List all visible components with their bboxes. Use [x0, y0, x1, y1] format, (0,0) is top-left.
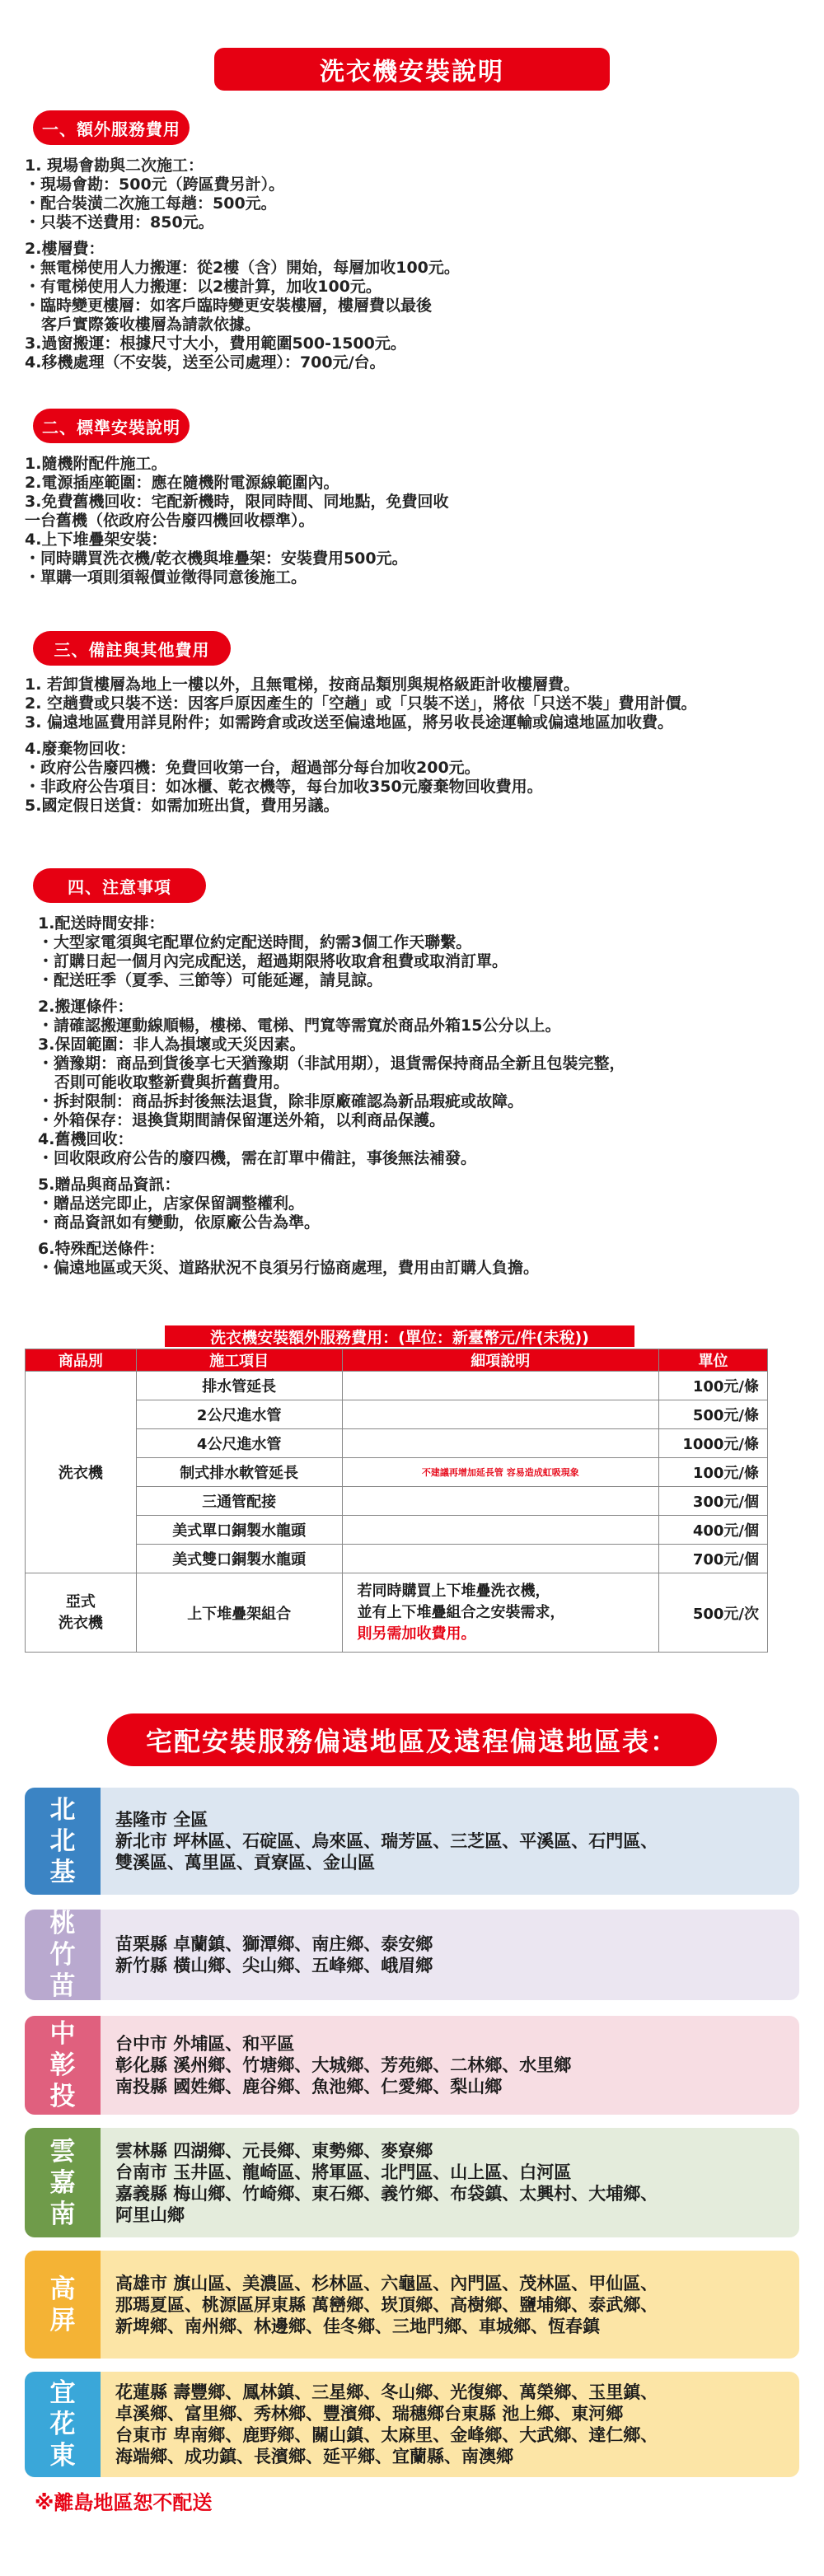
region-tag — [25, 2372, 101, 2477]
row-price: 500元/次 — [659, 1573, 768, 1653]
region-tag-char: 花 — [49, 2410, 76, 2439]
section-line: 2.搬運條件： — [38, 998, 133, 1016]
row-note — [342, 1372, 659, 1400]
section-heading-extra-fees: 一、額外服務費用 — [33, 110, 190, 145]
row-item: 4公尺進水管 — [136, 1429, 342, 1458]
region-line: 台南市 玉井區、龍崎區、將軍區、北門區、山上區、白河區 — [115, 2162, 572, 2182]
section-heading-standard-install: 二、標準安裝說明 — [33, 409, 190, 443]
section-line: ・無電梯使用人力搬運：從2樓（含）開始，每層加收100元。 — [25, 259, 460, 277]
category-asian-washer — [26, 1573, 137, 1653]
region-list — [101, 2016, 799, 2115]
row-price: 300元/個 — [659, 1487, 768, 1516]
row-price: 500元/條 — [659, 1400, 768, 1429]
region-line: 海端鄉、成功鎮、長濱鄉、延平鄉、宜蘭縣、南澳鄉 — [115, 2447, 513, 2466]
section-line: ・請確認搬運動線順暢，樓梯、電梯、門寬等需寬於商品外箱15公分以上。 — [38, 1017, 561, 1035]
section-heading-notes-fees: 三、備註與其他費用 — [33, 631, 231, 666]
header-unit: 單位 — [659, 1349, 768, 1372]
region-line: 高雄市 旗山區、美濃區、杉林區、六龜區、內門區、茂林區、甲仙區、 — [115, 2273, 658, 2293]
region-line: 新埤鄉、南州鄉、林邊鄉、佳冬鄉、三地門鄉、車城鄉、恆春鎮 — [115, 2316, 600, 2336]
section-precautions — [38, 914, 824, 1278]
region-tag-char: 中 — [49, 2019, 76, 2049]
section-line: ・訂購日起一個月內完成配送，超過期限將收取倉租費或取消訂單。 — [38, 952, 508, 970]
section-line: 4.上下堆疊架安裝： — [25, 531, 167, 549]
section-line: ・現場會勘：500元（跨區費另計）。 — [25, 175, 285, 194]
section-line: ・有電梯使用人力搬運：以2樓計算，加收100元。 — [25, 278, 382, 296]
region-tag — [25, 1788, 101, 1895]
region-tag-char: 北 — [49, 1826, 76, 1856]
section-line: 4.移機處理（不安裝，送至公司處理）：700元/台。 — [25, 353, 386, 372]
region-line: 卓溪鄉、富里鄉、秀林鄉、豐濱鄉、瑞穗鄉台東縣 池上鄉、東河鄉 — [115, 2404, 624, 2424]
section-line: 2. 空趟費或只裝不送：因客戶原因產生的「空趟」或「只裝不送」，將依「只送不裝」費用計價。 — [25, 694, 697, 713]
region-tag — [25, 2016, 101, 2115]
region-tag-char: 高 — [49, 2274, 76, 2304]
section-line: ・拆封限制：商品拆封後無法退貨，除非原廠確認為新品瑕疵或故障。 — [38, 1092, 524, 1110]
row-item: 美式雙口銅製水龍頭 — [136, 1545, 342, 1573]
section-line: 2.電源插座範圍：應在隨機附電源線範圍內。 — [25, 474, 339, 492]
footnote-no-islands: ※離島地區恕不配送 — [35, 2491, 213, 2514]
section-line: 1.隨機附配件施工。 — [25, 455, 167, 473]
row-item: 美式單口銅製水龍頭 — [136, 1516, 342, 1545]
section-line: ・商品資訊如有變動，依原廠公告為準。 — [38, 1213, 321, 1232]
section-line: ・外箱保存：退換貨期間請保留運送外箱，以利商品保護。 — [38, 1111, 446, 1129]
region-tag-char: 竹 — [49, 1940, 76, 1970]
section-line: 3.保固範圍：非人為損壞或天災因素。 — [38, 1036, 306, 1054]
region-line: 基隆市 全區 — [115, 1810, 208, 1830]
spacer — [38, 1232, 824, 1240]
region-tag-char: 嘉 — [49, 2167, 76, 2198]
section-line: ・贈品送完即止，店家保留調整權利。 — [38, 1194, 305, 1213]
region-tag-char: 屏 — [49, 2305, 76, 2335]
note-line: 則另需加收費用。 — [357, 1625, 476, 1643]
section-line: ・只裝不送費用：850元。 — [25, 213, 214, 231]
region-gao-ping — [25, 2251, 799, 2359]
page-title: 洗衣機安裝說明 — [214, 48, 610, 91]
section-line: 1. 現場會勘與二次施工： — [25, 157, 204, 175]
section-standard-install — [25, 455, 816, 587]
table-row — [26, 1487, 768, 1516]
row-note: 不建議再增加延長管 容易造成虹吸現象 — [342, 1458, 659, 1487]
region-yi-hua-dong — [25, 2372, 799, 2477]
row-note — [342, 1400, 659, 1429]
section-line: ・臨時變更樓層：如客戶臨時變更安裝樓層，樓層費以最後 — [25, 297, 433, 315]
region-yun-jia-nan — [25, 2128, 799, 2237]
table-row — [26, 1429, 768, 1458]
section-line: 5.贈品與商品資訊： — [38, 1176, 180, 1194]
section-line: ・回收限政府公告的廢四機，需在訂單中備註，事後無法補發。 — [38, 1149, 477, 1167]
region-line: 那瑪夏區、桃源區屏東縣 萬巒鄉、崁頂鄉、高樹鄉、鹽埔鄉、泰武鄉、 — [115, 2294, 658, 2315]
row-item: 2公尺進水管 — [136, 1400, 342, 1429]
row-note — [342, 1545, 659, 1573]
section-line: ・政府公告廢四機：免費回收第一台，超過部分每台加收200元。 — [25, 759, 480, 777]
row-item: 三通管配接 — [136, 1487, 342, 1516]
section-line: ・非政府公告項目：如冰櫃、乾衣機等，每台加收350元廢棄物回收費用。 — [25, 778, 543, 796]
table-row — [26, 1458, 768, 1487]
section-line: 5.國定假日送貨：如需加班出貨，費用另議。 — [25, 797, 339, 815]
table-row — [26, 1400, 768, 1429]
region-tag-char: 宜 — [49, 2378, 76, 2408]
region-bei-bei-ji — [25, 1788, 799, 1895]
region-tag — [25, 1910, 101, 2000]
region-tag-char: 南 — [49, 2199, 76, 2229]
category-line: 亞式 — [65, 1592, 96, 1611]
region-tag-char: 投 — [49, 2082, 76, 2111]
region-line: 雲林縣 四湖鄉、元長鄉、東勢鄉、麥寮鄉 — [115, 2140, 433, 2161]
row-price: 1000元/條 — [659, 1429, 768, 1458]
region-line: 台中市 外埔區、和平區 — [115, 2034, 295, 2054]
section-line: 2.樓層費： — [25, 240, 105, 258]
region-tag-char: 基 — [49, 1858, 76, 1887]
section-line: 客戶實際簽收樓層為請款依據。 — [25, 316, 260, 334]
region-line: 南投縣 國姓鄉、鹿谷鄉、魚池鄉、仁愛鄉、梨山鄉 — [115, 2077, 503, 2097]
spacer — [38, 1168, 824, 1176]
table-row — [26, 1516, 768, 1545]
section-line: ・配合裝潢二次施工每趟：500元。 — [25, 194, 277, 213]
region-line: 彰化縣 溪州鄉、竹塘鄉、大城鄉、芳苑鄉、二林鄉、水里鄉 — [115, 2055, 572, 2075]
section-line: 一台舊機（依政府公告廢四機回收標準）。 — [25, 512, 315, 530]
region-line: 台東市 卑南鄉、鹿野鄉、關山鎮、太麻里、金峰鄉、大武鄉、達仁鄉、 — [115, 2425, 658, 2445]
note-line: 若同時購買上下堆疊洗衣機， — [357, 1582, 550, 1600]
region-line: 新北市 坪林區、石碇區、烏來區、瑞芳區、三芝區、平溪區、石門區、 — [115, 1831, 658, 1851]
row-item: 上下堆疊架組合 — [136, 1573, 342, 1653]
row-price: 100元/條 — [659, 1458, 768, 1487]
region-tag-char: 苗 — [49, 1971, 76, 2001]
category-line: 洗衣機 — [58, 1614, 103, 1632]
region-line: 新竹縣 橫山鄉、尖山鄉、五峰鄉、峨眉鄉 — [115, 1956, 433, 1975]
section-line: ・偏遠地區或天災、道路狀況不良須另行協商處理，費用由訂購人負擔。 — [38, 1259, 540, 1277]
region-tao-zhu-miao — [25, 1910, 799, 2000]
spacer — [25, 232, 816, 240]
spacer — [25, 732, 816, 740]
row-price: 400元/個 — [659, 1516, 768, 1545]
category-washer: 洗衣機 — [26, 1372, 137, 1573]
region-tag — [25, 2251, 101, 2359]
remote-areas-title: 宅配安裝服務偏遠地區及遠程偏遠地區表： — [107, 1713, 717, 1766]
section-line: 1.配送時間安排： — [38, 914, 165, 933]
region-list — [101, 1788, 799, 1895]
section-line: 6.特殊配送條件： — [38, 1240, 165, 1258]
section-line: 否則可能收取整新費與折舊費用。 — [38, 1073, 289, 1092]
fee-table-title: 洗衣機安裝額外服務費用：(單位：新臺幣元/件(未稅)) — [165, 1325, 634, 1347]
row-price: 700元/個 — [659, 1545, 768, 1573]
region-list — [101, 1910, 799, 2000]
region-list — [101, 2251, 799, 2359]
region-tag-char: 北 — [49, 1795, 76, 1825]
region-line: 花蓮縣 壽豐鄉、鳳林鎮、三星鄉、冬山鄉、光復鄉、萬榮鄉、玉里鎮、 — [115, 2382, 658, 2402]
row-note — [342, 1573, 659, 1653]
region-list — [101, 2128, 799, 2237]
row-note — [342, 1487, 659, 1516]
region-line: 雙溪區、萬里區、貢寮區、金山區 — [115, 1853, 375, 1872]
region-tag-char: 雲 — [49, 2136, 76, 2167]
row-note — [342, 1516, 659, 1545]
row-note — [342, 1429, 659, 1458]
section-line: 4.廢棄物回收： — [25, 740, 136, 758]
region-line: 嘉義縣 梅山鄉、竹崎鄉、東石鄉、義竹鄉、布袋鎮、太興村、大埔鄉、 — [115, 2183, 658, 2204]
section-line: 1. 若卸貨樓層為地上一樓以外，且無電梯，按商品類別與規格級距計收樓層費。 — [25, 676, 580, 694]
spacer — [38, 990, 824, 998]
section-line: ・猶豫期：商品到貨後享七天猶豫期（非試用期），退貨需保持商品全新且包裝完整， — [38, 1054, 625, 1073]
section-extra-fees — [25, 157, 816, 372]
header-category: 商品別 — [26, 1349, 137, 1372]
section-notes-fees — [25, 676, 816, 816]
section-line: ・單購一項則須報價並徵得同意後施工。 — [25, 568, 307, 587]
section-line: ・大型家電須與宅配單位約定配送時間，約需3個工作天聯繫。 — [38, 933, 472, 951]
section-line: 3. 偏遠地區費用詳見附件；如需跨倉或改送至偏遠地區，將另收長途運輸或偏遠地區加收費。 — [25, 713, 674, 732]
region-line: 苗栗縣 卓蘭鎮、獅潭鄉、南庄鄉、泰安鄉 — [115, 1934, 433, 1954]
region-tag-char: 東 — [49, 2441, 76, 2471]
region-line: 阿里山鄉 — [115, 2204, 185, 2225]
region-tag-char: 彰 — [49, 2050, 76, 2080]
section-heading-precautions: 四、注意事項 — [33, 868, 206, 903]
region-tag — [25, 2128, 101, 2237]
section-line: ・同時購買洗衣機/乾衣機與堆疊架：安裝費用500元。 — [25, 549, 408, 568]
table-row — [26, 1573, 768, 1653]
row-item: 排水管延長 — [136, 1372, 342, 1400]
table-row — [26, 1545, 768, 1573]
section-line: 4.舊機回收： — [38, 1130, 133, 1148]
header-item: 施工項目 — [136, 1349, 342, 1372]
section-line: 3.過窗搬運：根據尺寸大小，費用範圍500-1500元。 — [25, 334, 406, 353]
region-list — [101, 2372, 799, 2477]
region-tag-char: 桃 — [49, 1909, 76, 1938]
section-line: 3.免費舊機回收：宅配新機時，限同時間、同地點，免費回收 — [25, 493, 449, 511]
row-price: 100元/條 — [659, 1372, 768, 1400]
fee-table — [25, 1349, 768, 1653]
row-item: 制式排水軟管延長 — [136, 1458, 342, 1487]
header-detail: 細項說明 — [342, 1349, 659, 1372]
table-row — [26, 1372, 768, 1400]
region-zhong-zhang-tou — [25, 2016, 799, 2115]
section-line: ・配送旺季（夏季、三節等）可能延遲，請見諒。 — [38, 971, 383, 989]
note-line: 並有上下堆疊組合之安裝需求， — [357, 1603, 565, 1621]
